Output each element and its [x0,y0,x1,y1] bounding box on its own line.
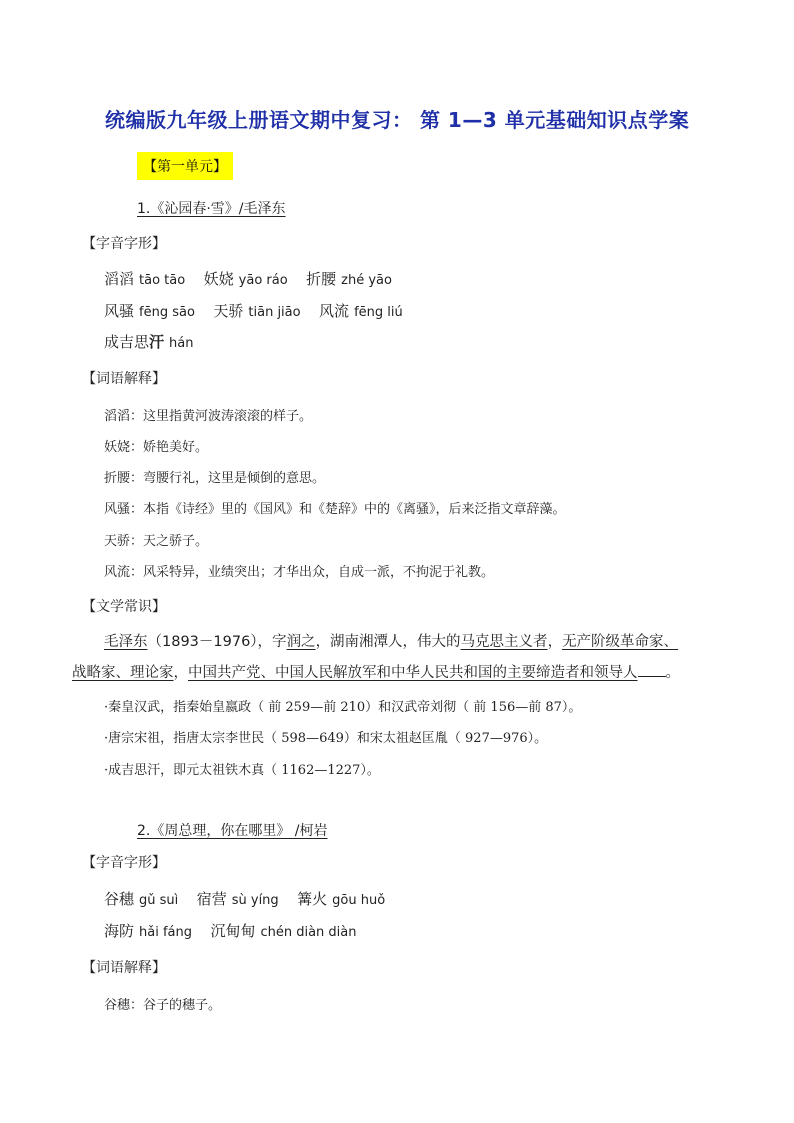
lesson2-words-row2 [104,920,371,941]
lesson1-wen-label: 【文学常识】 [82,599,166,615]
definition-line: 天骄：天之骄子。 [104,534,209,549]
lesson2-title: 2.《周总理，你在哪里》 /柯岩 [137,823,328,839]
word-item: 天骄 tiān jiāo [213,302,301,320]
definition-line: 妖娆：娇艳美好。 [104,440,209,455]
lesson1-words-row3: 成吉思汗 hán [104,333,194,351]
lesson2-words-row1 [104,888,399,909]
history-note: ·成吉思汗，即元太祖铁木真（ 1162—1227）。 [104,763,380,778]
history-note: ·秦皇汉武，指秦始皇嬴政（ 前 259—前 210）和汉武帝刘彻（ 前 156—前 87）。 [104,700,582,715]
document-title: 统编版九年级上册语文期中复习： 第 1—3 单元基础知识点学案 [105,108,690,132]
definition-line: 折腰：弯腰行礼，这里是倾倒的意思。 [104,471,326,486]
definition-line: 风骚：本指《诗经》里的《国风》和《楚辞》中的《离骚》，后来泛指文章辞藻。 [104,502,566,517]
word-item: 谷穗 gǔ suì [104,890,179,908]
lesson1-zi-label: 【字音字形】 [82,236,166,252]
lesson1-ci-label: 【词语解释】 [82,371,166,387]
lesson2-zi-label: 【字音字形】 [82,855,166,871]
author-intro-line2: 战略家、理论家，中国共产党、中国人民解放军和中华人民共和国的主要缔造者和领导人 。 [72,665,680,681]
word-item: 海防 hǎi fáng [104,922,192,940]
author-intro-line1: 毛泽东（1893－1976），字润之，湖南湘潭人，伟大的马克思主义者，无产阶级革命家、 [104,634,679,650]
word-item: 风骚 fēng sāo [104,302,195,320]
word-item: 折腰 zhé yāo [306,270,392,288]
lesson2-ci-label: 【词语解释】 [82,960,166,976]
history-note: ·唐宗宋祖，指唐太宗李世民（ 598—649）和宋太祖赵匡胤（ 927—976）。 [104,731,548,746]
word-item: 风流 fēng liú [319,302,403,320]
word-item: 宿营 sù yíng [196,890,279,908]
unit-tag: 【第一单元】 [137,152,233,180]
definition-line: 风流：风采特异，业绩突出；才华出众，自成一派，不拘泥于礼教。 [104,565,495,580]
definition-line: 滔滔：这里指黄河波涛滚滚的样子。 [104,409,313,424]
word-item: 滔滔 tāo tāo [104,270,186,288]
word-item: 妖娆 yāo ráo [203,270,288,288]
lesson1-words-row1 [104,268,406,289]
lesson1-title: 1.《沁园春·雪》/毛泽东 [137,201,286,217]
word-item: 沉甸甸 chén diàn diàn [210,922,357,940]
definition-line: 谷穗：谷子的穗子。 [104,998,222,1013]
lesson1-words-row2 [104,300,417,321]
word-item: 篝火 gōu huǒ [297,890,386,908]
